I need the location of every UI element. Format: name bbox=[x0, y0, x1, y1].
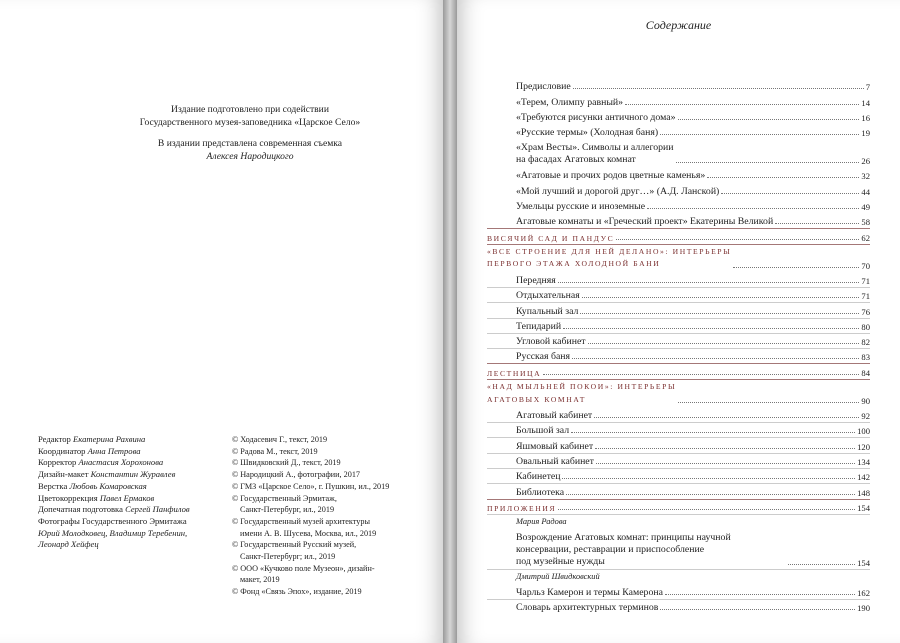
toc-section[interactable]: ВИСЯЧИЙ САД И ПАНДУС 62 bbox=[487, 228, 870, 243]
copyright-line: имени А. В. Шусева, Москва, ил., 2019 bbox=[240, 528, 377, 538]
toc-entry[interactable]: Предисловие 7 bbox=[516, 81, 870, 93]
toc-entry[interactable]: Купальный зал 76 bbox=[487, 302, 870, 317]
copyright-list bbox=[232, 434, 432, 598]
copyright-line: макет, 2019 bbox=[240, 575, 280, 585]
toc-entry[interactable]: Чарльз Камерон и термы Камерона 162 bbox=[516, 587, 870, 599]
copyright-line: © Радова М., текст, 2019 bbox=[232, 446, 318, 456]
table-of-contents bbox=[487, 78, 870, 614]
toc-entry[interactable]: «Требуются рисунки античного дома» 16 bbox=[516, 111, 870, 123]
toc-entry[interactable]: Библиотека 148 bbox=[487, 483, 870, 498]
copyright-line: © Государственный Эрмитаж, bbox=[232, 493, 337, 503]
toc-entry[interactable]: Тепидарий 80 bbox=[487, 318, 870, 333]
book-gutter bbox=[443, 0, 457, 643]
toc-entry[interactable]: Кабинетец 142 bbox=[487, 468, 870, 483]
copyright-line: © Народицкий А., фотографии, 2017 bbox=[232, 470, 361, 480]
copyright-line: © Ходасевич Г., текст, 2019 bbox=[232, 435, 328, 444]
toc-entry[interactable]: Словарь архитектурных терминов 190 bbox=[487, 599, 870, 614]
toc-entry[interactable]: Угловой кабинет 82 bbox=[487, 333, 870, 348]
staff-line: Допечатная подготовка Сергей Панфилов bbox=[38, 504, 190, 515]
toc-entry[interactable]: Овальный кабинет 134 bbox=[487, 453, 870, 468]
toc-entry[interactable]: Возрождение Агатовых комнат: принципы научной консервации, реставрации и приспособление под музейные нужды 154 bbox=[516, 532, 870, 568]
copyright-line: Санкт-Петербург; ил., 2019 bbox=[240, 552, 336, 562]
support-credit bbox=[100, 104, 400, 129]
staff-line: Дизайн-макет Константин Журавлев bbox=[38, 469, 176, 480]
toc-section[interactable]: ЛЕСТНИЦА 84 bbox=[487, 363, 870, 378]
staff-line: Юрий Молодковец, Владимир Теребенин, bbox=[38, 527, 188, 538]
toc-entry[interactable]: Агатовый кабинет 92 bbox=[516, 410, 870, 422]
toc-entry[interactable]: Передняя 71 bbox=[516, 274, 870, 286]
toc-section[interactable]: ПРИЛОЖЕНИЯ 154 bbox=[487, 499, 870, 514]
support-credit-line: Государственного музея-заповедника «Царское Село» bbox=[139, 116, 361, 128]
right-page bbox=[457, 0, 900, 643]
left-page bbox=[0, 0, 443, 643]
toc-entry[interactable]: Русская баня 83 bbox=[487, 348, 870, 363]
toc-entry[interactable]: «Русские термы» (Холодная баня) 19 bbox=[516, 127, 870, 139]
toc-entry[interactable]: «Храм Весты». Символы и аллегории на фасадах Агатовых комнат 26 bbox=[516, 141, 870, 167]
toc-title: Содержание bbox=[645, 18, 712, 32]
support-credit-line: Издание подготовлено при содействии bbox=[171, 104, 329, 115]
staff-credits bbox=[38, 434, 238, 551]
toc-entry[interactable]: Большой зал 100 bbox=[487, 422, 870, 437]
copyright-line: © Швидковский Д., текст, 2019 bbox=[232, 458, 341, 468]
copyright-line: Санкт-Петербург, ил., 2019 bbox=[240, 505, 335, 515]
toc-entry[interactable]: «Агатовые и прочих родов цветные каменья» 32 bbox=[516, 170, 870, 182]
copyright-line: © Фонд «Связь Эпох», издание, 2019 bbox=[232, 587, 362, 597]
toc-section[interactable]: «НАД МЫЛЬНЕЙ ПОКОИ»: ИНТЕРЬЕРЫ АГАТОВЫХ КОМНАТ 90 bbox=[487, 379, 870, 407]
staff-line: Верстка Любовь Комаровская bbox=[38, 480, 147, 491]
copyright-line: © ООО «Кучково поле Музеон», дизайн- bbox=[232, 563, 375, 573]
toc-author: Дмитрий Швидковский bbox=[487, 569, 870, 584]
copyright-line: © Государственный музей архитектуры bbox=[232, 516, 370, 526]
toc-entry[interactable]: «Мой лучший и дорогой друг…» (А.Д. Ланской) 44 bbox=[516, 185, 870, 197]
photo-credit-line: В издании представлена современная съемка bbox=[157, 138, 343, 149]
staff-line: Координатор Анна Петрова bbox=[38, 445, 141, 456]
staff-line: Леонард Хейфец bbox=[38, 539, 99, 550]
copyright-line: © ГМЗ «Царское Село», г. Пушкин, ил., 2019 bbox=[232, 481, 390, 491]
staff-line: Цветокоррекция Павел Ермаков bbox=[38, 492, 155, 503]
toc-entry[interactable]: Умельцы русские и иноземные 49 bbox=[516, 201, 870, 213]
toc-section[interactable]: «ВСЕ СТРОЕНИЕ ДЛЯ НЕЙ ДЕЛАНО»: ИНТЕРЬЕРЫ ПЕРВОГО ЭТАЖА ХОЛОДНОЙ БАНИ 70 bbox=[487, 244, 870, 272]
toc-entry[interactable]: «Терем, Олимпу равный» 14 bbox=[516, 96, 870, 108]
toc-entry[interactable]: Отдыхательная 71 bbox=[487, 287, 870, 302]
toc-entry[interactable]: Яшмовый кабинет 120 bbox=[487, 437, 870, 452]
photo-credit bbox=[100, 138, 400, 163]
toc-author: Мария Радова bbox=[487, 514, 870, 529]
staff-line: Корректор Анастасия Хорохонова bbox=[38, 457, 164, 468]
photographer-name: Алексея Народицкого bbox=[206, 150, 294, 162]
staff-line: Фотографы Государственного Эрмитажа bbox=[38, 515, 187, 526]
copyright-line: © Государственный Русский музей, bbox=[232, 540, 357, 550]
toc-entry[interactable]: Агатовые комнаты и «Греческий проект» Екатерины Великой 58 bbox=[516, 216, 870, 228]
staff-line: Редактор Екатерина Рахвина bbox=[38, 434, 146, 444]
